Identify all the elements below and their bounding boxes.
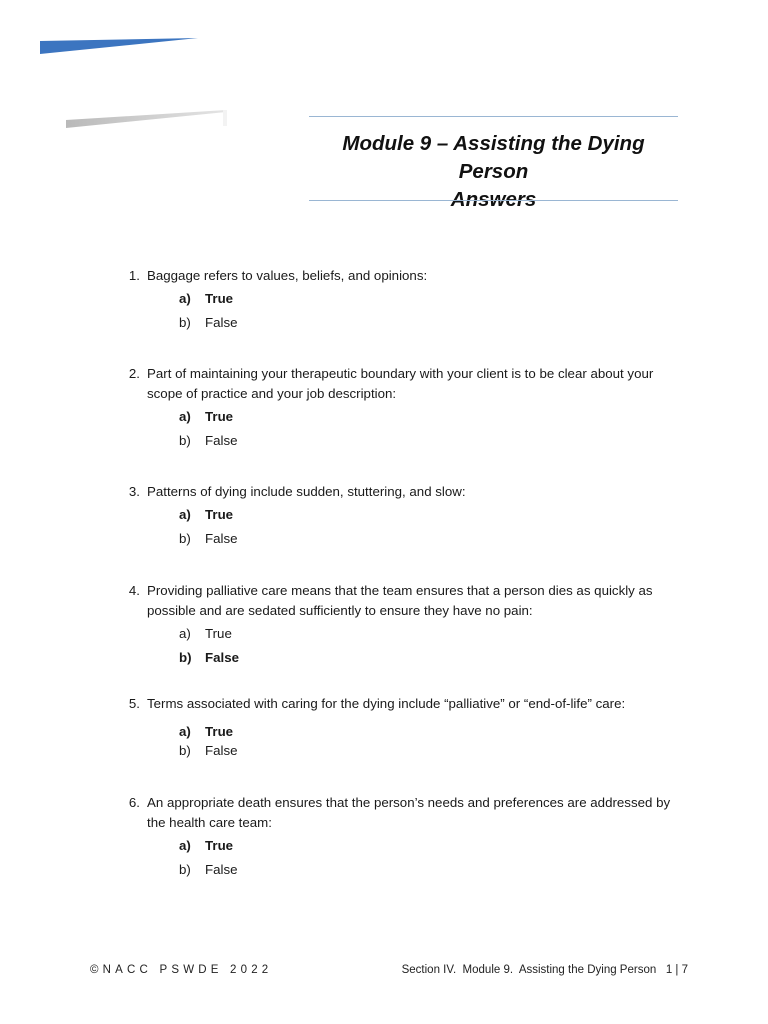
answer-options — [179, 722, 698, 761]
footer-page-info: Section IV. Module 9. Assisting the Dying Person 1 | 7 — [401, 964, 688, 976]
question-6 — [118, 793, 698, 883]
option-a: a) True — [179, 724, 234, 739]
answer-options — [179, 624, 698, 668]
question-text-line1: Providing palliative care means that the team ensures that a person dies as quickly as — [147, 583, 653, 598]
question-text-line1: An appropriate death ensures that the person’s needs and preferences are addressed by — [147, 795, 671, 810]
question-number: 5. — [128, 696, 140, 711]
question-text-line2: possible and are sedated sufficiently to ensure they have no pain: — [147, 603, 533, 618]
question-number: 4. — [128, 583, 140, 598]
option-a: a) True — [179, 838, 234, 853]
option-b: b) False — [179, 649, 240, 665]
question-text-line2: the health care team: — [147, 815, 272, 830]
question-number: 3. — [128, 484, 140, 499]
question-3 — [118, 482, 698, 552]
option-b: b) False — [179, 314, 238, 330]
page-title-line1: Module 9 – Assisting the Dying Person — [342, 132, 645, 183]
question-1 — [118, 266, 698, 336]
option-b: b) False — [179, 743, 238, 759]
option-b: b) False — [179, 861, 238, 877]
option-a: a) True — [179, 507, 234, 522]
question-4 — [118, 581, 698, 671]
page-title — [309, 130, 678, 214]
question-text-line2: scope of practice and your job description: — [147, 386, 397, 401]
title-rule-top — [309, 116, 678, 117]
question-5 — [118, 694, 698, 761]
footer-copyright: ©NACC PSWDE 2022 — [90, 964, 273, 976]
answer-options — [179, 836, 698, 880]
answer-options — [179, 505, 698, 549]
option-a: a) True — [179, 409, 234, 424]
option-a: a) True — [179, 626, 232, 641]
question-number: 2. — [128, 366, 140, 381]
question-text: Terms associated with caring for the dying include “palliative” or “end-of-life” care: — [147, 696, 626, 711]
answer-options — [179, 289, 698, 333]
question-number: 6. — [128, 795, 140, 810]
option-b: b) False — [179, 530, 238, 546]
header-accent-swoosh — [40, 38, 200, 54]
question-number: 1. — [128, 268, 140, 283]
option-a: a) True — [179, 291, 234, 306]
question-text: Patterns of dying include sudden, stuttering, and slow: — [147, 484, 466, 499]
answer-options — [179, 407, 698, 451]
question-text-line1: Part of maintaining your therapeutic boundary with your client is to be clear about your — [147, 366, 654, 381]
question-text: Baggage refers to values, beliefs, and opinions: — [147, 268, 428, 283]
page-title-line2: Answers — [450, 188, 537, 211]
question-2 — [118, 364, 698, 454]
title-rule-bottom — [309, 200, 678, 201]
option-b: b) False — [179, 432, 238, 448]
header-grey-swoosh — [66, 108, 228, 128]
